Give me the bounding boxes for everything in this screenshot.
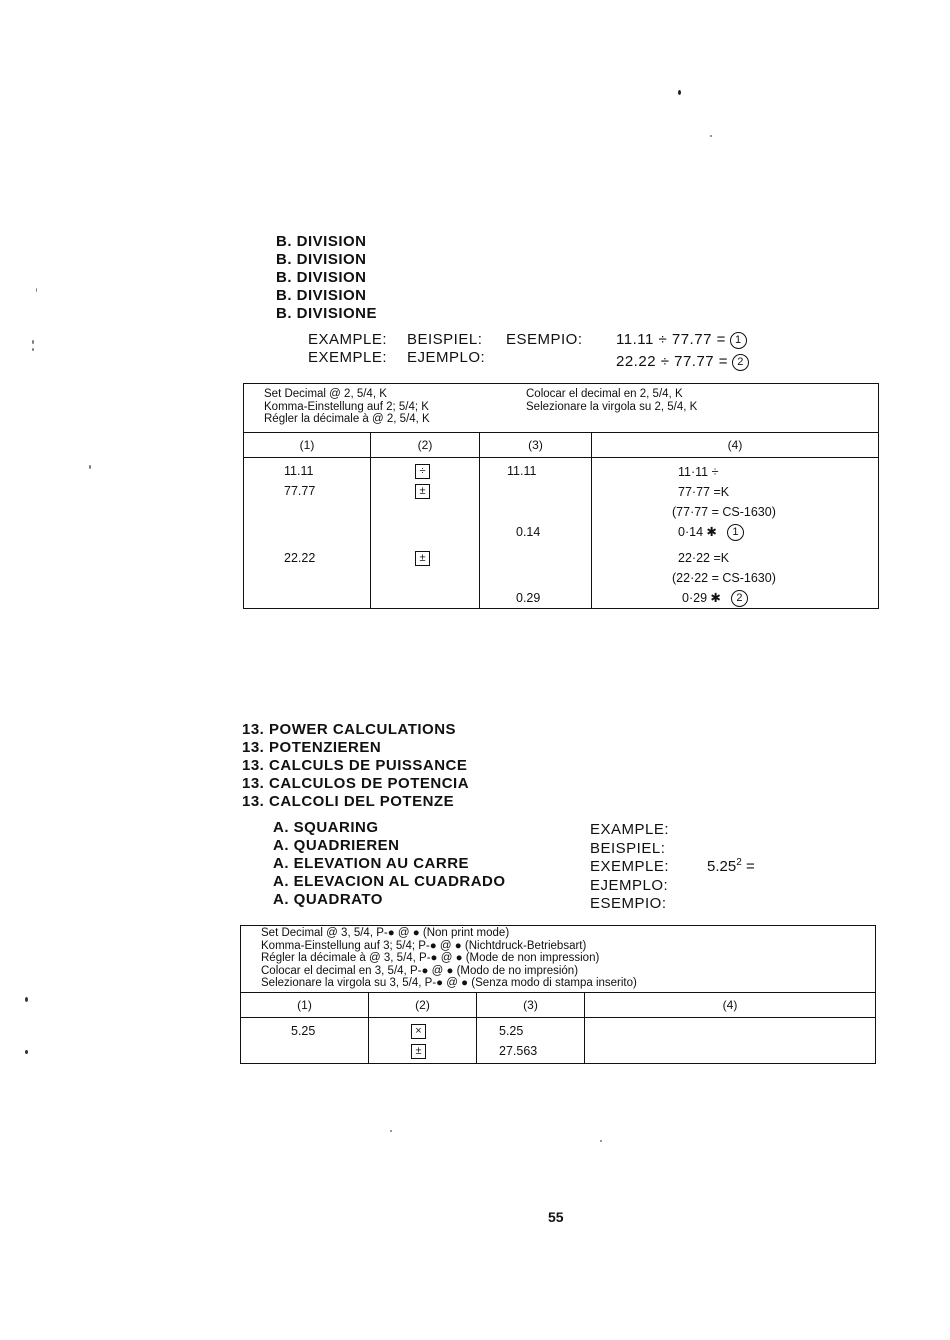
scan-speck [36,288,37,292]
power-heading-de: 13. POTENZIEREN [242,739,382,756]
page-number: 55 [548,1209,564,1225]
setup-line: Colocar el decimal en 3, 5/4, P-● @ ● (Modo de no impresión) [261,964,579,977]
col4-entry: 22·22 =K [678,551,730,565]
squaring-heading-en: A. SQUARING [273,819,379,836]
equals-key-icon: ± [415,551,430,566]
scan-speck [390,1130,392,1132]
power-expression-exponent: 2 [736,857,742,868]
power-col1 [241,1017,369,1063]
col4-entry-text: 0·14 ✱ [678,525,717,539]
division-setup-cell [244,384,879,433]
squaring-heading-it: A. QUADRATO [273,891,383,908]
scan-speck [25,1050,28,1054]
power-col2 [369,1017,477,1063]
divide-key-icon: ÷ [415,464,430,479]
squaring-heading-fr: A. ELEVATION AU CARRE [273,855,470,872]
column-header-3: (3) [477,992,585,1017]
power-example-label: ESEMPIO: [590,895,667,912]
setup-line: Colocar el decimal en 2, 5/4, K [526,388,683,400]
power-example-labels [590,821,669,914]
power-expression [707,857,755,875]
column-header-2: (2) [369,992,477,1017]
col3-entry: 0.29 [516,591,541,605]
column-header-4: (4) [585,992,876,1017]
division-example-label-esempio: ESEMPIO: [506,331,583,348]
col4-entry [678,522,744,542]
equals-key-icon: ± [411,1044,426,1059]
power-headings [242,721,469,811]
col1-entry: 5.25 [291,1023,316,1038]
setup-line: Set Decimal @ 3, 5/4, P-● @ ● (Non print mode) [261,927,510,939]
scan-speck [600,1140,602,1142]
scan-speck [32,340,34,344]
setup-line: Komma-Einstellung auf 3; 5/4; P-● @ ● (Nichtdruck-Betriebsart) [261,939,587,952]
division-example-label-beispiel: BEISPIEL: [407,331,483,348]
col4-entry: 11·11 ÷ [678,465,719,479]
power-table [240,925,876,1064]
division-table [243,383,879,609]
column-header-4: (4) [592,433,879,458]
division-heading-es: B. DIVISION [276,287,367,304]
setup-line: Selezionare la virgola su 3, 5/4, P-● @ ● (Senza modo di stampa inserito) [261,977,637,989]
power-example-label: EJEMPLO: [590,876,669,894]
scan-speck [710,135,712,137]
division-heading-it: B. DIVISIONE [276,305,378,322]
scan-speck [25,997,28,1002]
equals-key-icon: ± [415,484,430,499]
col4-entry [682,588,748,608]
division-example-label-ejemplo: EJEMPLO: [407,349,486,366]
division-col3 [480,458,592,609]
division-example-label-example: EXAMPLE: [308,331,388,348]
division-col2 [371,458,480,609]
division-expression-1 [616,331,747,349]
power-heading-it: 13. CALCOLI DEL POTENZE [242,793,455,810]
power-heading-fr: 13. CALCULS DE PUISSANCE [242,757,468,774]
division-heading-fr: B. DIVISION [276,269,367,286]
division-heading-de: B. DIVISION [276,251,367,268]
col1-entry: 11.11 [284,464,314,478]
power-col3 [477,1017,585,1063]
squaring-heading-de: A. QUADRIEREN [273,837,400,854]
division-setup-right [526,386,697,415]
power-col4 [585,1017,876,1063]
col1-entry: 22.22 [284,551,316,565]
column-header-2: (2) [371,433,480,458]
col4-entry: 77·77 =K [678,485,730,499]
column-header-3: (3) [480,433,592,458]
division-expression-2 [616,353,749,371]
setup-line: Komma-Einstellung auf 2; 5/4; K [264,400,429,413]
power-heading-en: 13. POWER CALCULATIONS [242,721,457,738]
division-expression-2-text: 22.22 ÷ 77.77 = [616,353,729,370]
division-setup-left [264,386,430,428]
power-expression-base: 5.25 [707,858,737,875]
circled-marker-2: 2 [731,590,748,607]
setup-line: Régler la décimale à @ 2, 5/4, K [264,413,430,425]
circled-marker-1: 1 [730,332,747,349]
power-example-label: EXEMPLE: [590,858,670,875]
setup-line: Selezionare la virgola su 2, 5/4, K [526,400,698,413]
scan-speck [32,348,34,351]
division-heading-en: B. DIVISION [276,233,367,250]
col3-entry: 5.25 [499,1023,524,1038]
scan-speck [89,465,91,469]
division-col1 [244,458,371,609]
col4-entry: (22·22 = CS-1630) [672,571,776,585]
power-sub-headings [273,819,506,909]
circled-marker-2: 2 [732,354,749,371]
setup-line: Régler la décimale à @ 3, 5/4, P-● @ ● (Mode de non impression) [261,952,600,964]
division-example-label-exemple: EXEMPLE: [308,349,388,366]
division-col4 [592,458,879,609]
scan-speck [678,90,681,95]
division-headings [276,233,377,323]
power-expression-equals: = [745,858,755,875]
power-heading-es: 13. CALCULOS DE POTENCIA [242,775,470,792]
power-example-label: BEISPIEL: [590,839,666,857]
col4-entry: (77·77 = CS-1630) [672,505,776,519]
column-header-1: (1) [241,992,369,1017]
circled-marker-1: 1 [727,524,744,541]
division-expression-1-text: 11.11 ÷ 77.77 = [616,331,726,348]
column-header-1: (1) [244,433,371,458]
multiply-key-icon: × [411,1024,426,1039]
col4-entry-text: 0·29 ✱ [682,591,721,605]
col3-entry: 0.14 [516,525,541,539]
col3-entry: 27.563 [499,1043,538,1058]
squaring-heading-es: A. ELEVACION AL CUADRADO [273,873,506,890]
setup-line: Set Decimal @ 2, 5/4, K [264,388,387,400]
col3-entry: 11.11 [507,464,537,478]
power-setup-cell [241,926,876,993]
col1-entry: 77.77 [284,484,316,498]
power-example-label: EXAMPLE: [590,821,670,838]
